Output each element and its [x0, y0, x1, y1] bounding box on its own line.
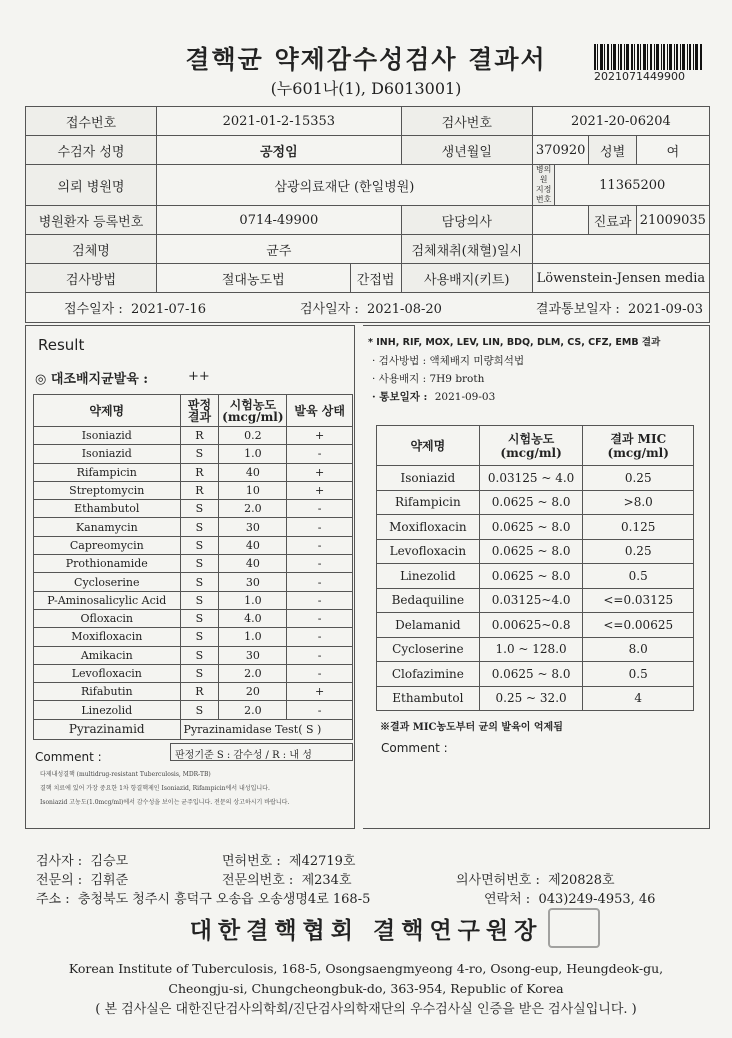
- table-row: [377, 662, 694, 687]
- table-row: [377, 564, 694, 589]
- doctor-label: 담당의사: [401, 206, 532, 235]
- control-growth-label: ◎ 대조배지균발육 :: [35, 372, 149, 387]
- address-label: 주소 :: [36, 892, 70, 907]
- sex-label: 성별: [589, 136, 636, 165]
- table-row: [377, 539, 694, 564]
- mic-cell-mic: >8.0: [583, 490, 694, 515]
- table-row: [377, 466, 694, 491]
- examiner-name: 김승모: [90, 854, 129, 869]
- date-strip: [26, 298, 709, 317]
- mic-cell-drug: Ethambutol: [377, 686, 480, 711]
- drug-cell-result: S: [180, 573, 219, 591]
- drug-cell-drug: Levofloxacin: [34, 664, 181, 682]
- mic-cell-mic: 0.25: [583, 539, 694, 564]
- mic-method: · 검사방법 : 액체배지 미량희석법: [372, 355, 525, 367]
- address-en-line2: Cheongju-si, Chungcheongbuk-do, 363-954, Republic of Korea: [168, 981, 564, 996]
- mic-table: [376, 425, 694, 711]
- mic-cell-range: 0.0625 ~ 8.0: [479, 662, 583, 687]
- receipt-no-value: 2021-01-2-15353: [157, 107, 402, 136]
- mic-cell-range: 0.00625~0.8: [479, 613, 583, 638]
- table-row: [34, 701, 353, 719]
- test-no-label: 검사번호: [401, 107, 532, 136]
- drug-cell-conc: 2.0: [219, 664, 287, 682]
- table-row: [34, 646, 353, 664]
- mic-cell-range: 0.03125~4.0: [479, 588, 583, 613]
- drug-cell-growth: -: [287, 591, 353, 609]
- drug-cell-result: R: [180, 481, 219, 499]
- drug-cell-growth: -: [287, 701, 353, 719]
- medium-value: Löwenstein-Jensen media: [532, 264, 709, 293]
- drug-cell-conc: 30: [219, 518, 287, 536]
- drug-cell-drug: Streptomycin: [34, 481, 181, 499]
- drug-cell-conc: 30: [219, 646, 287, 664]
- drug-cell-result: S: [180, 591, 219, 609]
- mic-report-date: 2021-09-03: [434, 391, 496, 403]
- table-row: [34, 445, 353, 463]
- drug-cell-result: R: [180, 427, 219, 445]
- drug-cell-growth: -: [287, 628, 353, 646]
- receipt-no-label: 접수번호: [26, 107, 157, 136]
- table-row: [377, 490, 694, 515]
- note-line: Isoniazid 고농도(1.0mcg/ml)에서 감수성을 보이는 균주입니다. 전문의 상고하시기 바랍니다.: [40, 799, 290, 806]
- test-no-value: 2021-20-06204: [532, 107, 709, 136]
- mic-header-range: 시험농도 (mcg/ml): [479, 426, 583, 466]
- mic-cell-range: 0.03125 ~ 4.0: [479, 466, 583, 491]
- table-row: [34, 591, 353, 609]
- method-value-2: 간접법: [350, 264, 401, 293]
- mic-cell-range: 0.0625 ~ 8.0: [479, 515, 583, 540]
- hospital-code-value: 11365200: [555, 165, 710, 206]
- reported-label: 결과통보일자 :: [535, 302, 620, 317]
- dob-label: 생년월일: [401, 136, 532, 165]
- table-row: [34, 463, 353, 481]
- hospital-label: 의뢰 병원명: [26, 165, 157, 206]
- license-label: 면허번호 :: [222, 854, 281, 869]
- drug-cell-conc: 1.0: [219, 628, 287, 646]
- institute-name: 대한결핵협회 결핵연구원장: [189, 917, 543, 944]
- drug-cell-growth: +: [287, 463, 353, 481]
- header-concentration: 시험농도 (mcg/ml): [219, 395, 287, 427]
- patient-info-table: [25, 106, 710, 323]
- mic-notes: [368, 334, 708, 406]
- drug-cell-drug: Isoniazid: [34, 427, 181, 445]
- drug-cell-drug: Cycloserine: [34, 573, 181, 591]
- phone-label: 연락처 :: [484, 892, 531, 907]
- table-row: [34, 555, 353, 573]
- reported-date: 2021-09-03: [628, 302, 703, 317]
- drug-cell-conc: 40: [219, 555, 287, 573]
- table-row: [34, 683, 353, 701]
- mic-medium: · 사용배지 : 7H9 broth: [372, 373, 485, 385]
- drug-cell-drug: Linezolid: [34, 701, 181, 719]
- document-title: 결핵균 약제감수성검사 결과서: [185, 45, 547, 74]
- drug-cell-result: S: [180, 609, 219, 627]
- mic-cell-mic: 0.5: [583, 564, 694, 589]
- received-date: 2021-07-16: [131, 302, 206, 317]
- drug-cell-conc: 2.0: [219, 500, 287, 518]
- drug-cell-conc: 20: [219, 683, 287, 701]
- medium-label: 사용배지(키트): [401, 264, 532, 293]
- mic-cell-range: 0.0625 ~ 8.0: [479, 564, 583, 589]
- specimen-label: 검체명: [26, 235, 157, 264]
- reg-no-value: 0714-49900: [157, 206, 402, 235]
- table-row: [377, 686, 694, 711]
- drug-cell-result: S: [180, 664, 219, 682]
- header-drug: 약제명: [34, 395, 181, 427]
- drug-cell-growth: -: [287, 573, 353, 591]
- drug-cell-growth: -: [287, 555, 353, 573]
- mic-cell-range: 1.0 ~ 128.0: [479, 637, 583, 662]
- drug-cell-growth: -: [287, 445, 353, 463]
- note-line: 결핵 치료에 있어 가장 중요한 1차 항결핵제인 Isoniazid, Rifampicin에서 내성입니다.: [40, 785, 270, 792]
- collect-date-value: [532, 235, 709, 264]
- drug-cell-drug: Rifampicin: [34, 463, 181, 481]
- drug-cell-drug: Amikacin: [34, 646, 181, 664]
- dept-value: 21009035: [636, 206, 709, 235]
- control-growth-value: ++: [188, 369, 210, 384]
- table-row: [34, 481, 353, 499]
- mic-cell-drug: Bedaquiline: [377, 588, 480, 613]
- mic-cell-range: 0.0625 ~ 8.0: [479, 490, 583, 515]
- mic-cell-range: 0.25 ~ 32.0: [479, 686, 583, 711]
- dob-value: 370920: [532, 136, 589, 165]
- drug-cell-result: S: [180, 536, 219, 554]
- method-label: 검사방법: [26, 264, 157, 293]
- drug-cell-result: S: [180, 500, 219, 518]
- barcode-number: 2021071449900: [594, 70, 685, 83]
- table-row: [34, 536, 353, 554]
- table-row: [34, 664, 353, 682]
- drug-cell-drug: Prothionamide: [34, 555, 181, 573]
- drug-cell-result: S: [180, 555, 219, 573]
- criteria-box: 판정기준 S : 감수성 / R : 내 성: [170, 743, 353, 761]
- drug-cell-result: S: [180, 646, 219, 664]
- drug-cell-growth: -: [287, 500, 353, 518]
- mic-cell-range: 0.0625 ~ 8.0: [479, 539, 583, 564]
- mic-cell-mic: <=0.00625: [583, 613, 694, 638]
- table-row: [377, 637, 694, 662]
- hospital-code-label: 병의원 지정번호: [532, 165, 555, 206]
- reg-no-label: 병원환자 등록번호: [26, 206, 157, 235]
- drug-cell-conc: 10: [219, 481, 287, 499]
- drug-cell-growth: +: [287, 481, 353, 499]
- mic-cell-drug: Linezolid: [377, 564, 480, 589]
- header-result: 판정 결과: [180, 395, 219, 427]
- tested-date: 2021-08-20: [366, 302, 442, 317]
- mic-header-result: 결과 MIC (mcg/ml): [583, 426, 694, 466]
- drug-cell-result: S: [180, 628, 219, 646]
- table-row: [377, 515, 694, 540]
- pza-drug: Pyrazinamid: [34, 719, 181, 739]
- address-en-line1: Korean Institute of Tuberculosis, 168-5, Osongsaengmyeong 4-ro, Osong-eup, Heungdeok-gu,: [68, 961, 664, 976]
- table-row: [34, 427, 353, 445]
- drug-cell-drug: Ethambutol: [34, 500, 181, 518]
- mic-cell-drug: Isoniazid: [377, 466, 480, 491]
- specialist-no-label: 전문의번호 :: [222, 873, 294, 888]
- doctor-value: [532, 206, 589, 235]
- note-line: 다제내성결핵 (multidrug-resistant Tuberculosis, MDR-TB): [40, 771, 211, 778]
- phone-value: 043)249-4953, 46: [538, 892, 656, 907]
- drug-cell-conc: 1.0: [219, 591, 287, 609]
- drug-cell-drug: Moxifloxacin: [34, 628, 181, 646]
- drug-cell-growth: +: [287, 683, 353, 701]
- mic-report-label: · 통보일자 :: [372, 391, 428, 403]
- drug-cell-result: R: [180, 683, 219, 701]
- result-comment-label: Comment :: [35, 750, 102, 764]
- mic-cell-mic: 0.25: [583, 466, 694, 491]
- doctor-license-no: 제20828호: [548, 873, 615, 888]
- result-notes: [40, 768, 350, 810]
- pza-result: Pyrazinamidase Test( S ): [180, 719, 352, 739]
- header-growth: 발육 상태: [287, 395, 353, 427]
- drug-cell-growth: -: [287, 646, 353, 664]
- mic-header-drug: 약제명: [377, 426, 480, 466]
- mic-note-title: * INH, RIF, MOX, LEV, LIN, BDQ, DLM, CS, CFZ, EMB 결과: [368, 337, 661, 348]
- patient-name-value: 공정임: [157, 136, 402, 165]
- drug-cell-growth: -: [287, 536, 353, 554]
- drug-cell-conc: 30: [219, 573, 287, 591]
- sex-value: 여: [636, 136, 709, 165]
- drug-cell-result: R: [180, 463, 219, 481]
- specialist-label: 전문의 :: [36, 873, 83, 888]
- certification-note: ( 본 검사실은 대한진단검사의학회/진단검사의학재단의 우수검사실 인증을 받은 검사실입니다. ): [95, 1002, 637, 1017]
- drug-cell-result: S: [180, 701, 219, 719]
- mic-cell-drug: Rifampicin: [377, 490, 480, 515]
- drug-cell-conc: 4.0: [219, 609, 287, 627]
- address-value: 충청북도 청주시 흥덕구 오송읍 오송생명4로 168-5: [77, 892, 371, 907]
- hospital-value: 삼광의료재단 (한일병원): [157, 165, 533, 206]
- mic-cell-drug: Delamanid: [377, 613, 480, 638]
- drug-cell-conc: 2.0: [219, 701, 287, 719]
- table-row: [34, 518, 353, 536]
- drug-cell-growth: -: [287, 664, 353, 682]
- drug-cell-drug: P-Aminosalicylic Acid: [34, 591, 181, 609]
- drug-cell-growth: +: [287, 427, 353, 445]
- tested-label: 검사일자 :: [299, 302, 359, 317]
- doctor-license-label: 의사면허번호 :: [456, 873, 540, 888]
- drug-cell-growth: -: [287, 609, 353, 627]
- mic-cell-mic: 0.125: [583, 515, 694, 540]
- drug-cell-drug: Kanamycin: [34, 518, 181, 536]
- drug-cell-drug: Ofloxacin: [34, 609, 181, 627]
- mic-cell-drug: Clofazimine: [377, 662, 480, 687]
- drug-cell-conc: 40: [219, 536, 287, 554]
- table-row: [377, 588, 694, 613]
- table-row: [34, 628, 353, 646]
- drug-cell-growth: -: [287, 518, 353, 536]
- mic-cell-mic: 8.0: [583, 637, 694, 662]
- drug-cell-conc: 1.0: [219, 445, 287, 463]
- dept-label: 진료과: [589, 206, 636, 235]
- specialist-no: 제234호: [301, 873, 352, 888]
- specimen-value: 균주: [157, 235, 402, 264]
- mic-cell-mic: 0.5: [583, 662, 694, 687]
- mic-cell-drug: Cycloserine: [377, 637, 480, 662]
- method-value: 절대농도법: [157, 264, 351, 293]
- document-subtitle: (누601나(1), D6013001): [270, 79, 462, 98]
- barcode-image: [594, 44, 702, 70]
- specialist-name: 김휘준: [90, 873, 129, 888]
- table-row: [34, 573, 353, 591]
- drug-cell-conc: 0.2: [219, 427, 287, 445]
- table-row: [34, 500, 353, 518]
- table-row: [34, 609, 353, 627]
- drug-cell-drug: Capreomycin: [34, 536, 181, 554]
- examiner-label: 검사자 :: [36, 854, 83, 869]
- drug-cell-drug: Rifabutin: [34, 683, 181, 701]
- table-row: [377, 613, 694, 638]
- mic-cell-mic: 4: [583, 686, 694, 711]
- mic-comment-label: Comment :: [381, 741, 448, 755]
- result-title: Result: [38, 336, 85, 354]
- received-label: 접수일자 :: [64, 302, 123, 317]
- drug-cell-conc: 40: [219, 463, 287, 481]
- mic-cell-mic: <=0.03125: [583, 588, 694, 613]
- mic-cell-drug: Moxifloxacin: [377, 515, 480, 540]
- collect-date-label: 검체채취(채혈)일시: [401, 235, 532, 264]
- patient-name-label: 수검자 성명: [26, 136, 157, 165]
- drug-cell-drug: Isoniazid: [34, 445, 181, 463]
- mic-footnote: ※결과 MIC농도부터 균의 발육이 억제됨: [380, 722, 563, 733]
- mic-cell-drug: Levofloxacin: [377, 539, 480, 564]
- drug-cell-result: S: [180, 518, 219, 536]
- drug-cell-result: S: [180, 445, 219, 463]
- license-no: 제42719호: [289, 854, 356, 869]
- drug-susceptibility-table: [33, 394, 353, 740]
